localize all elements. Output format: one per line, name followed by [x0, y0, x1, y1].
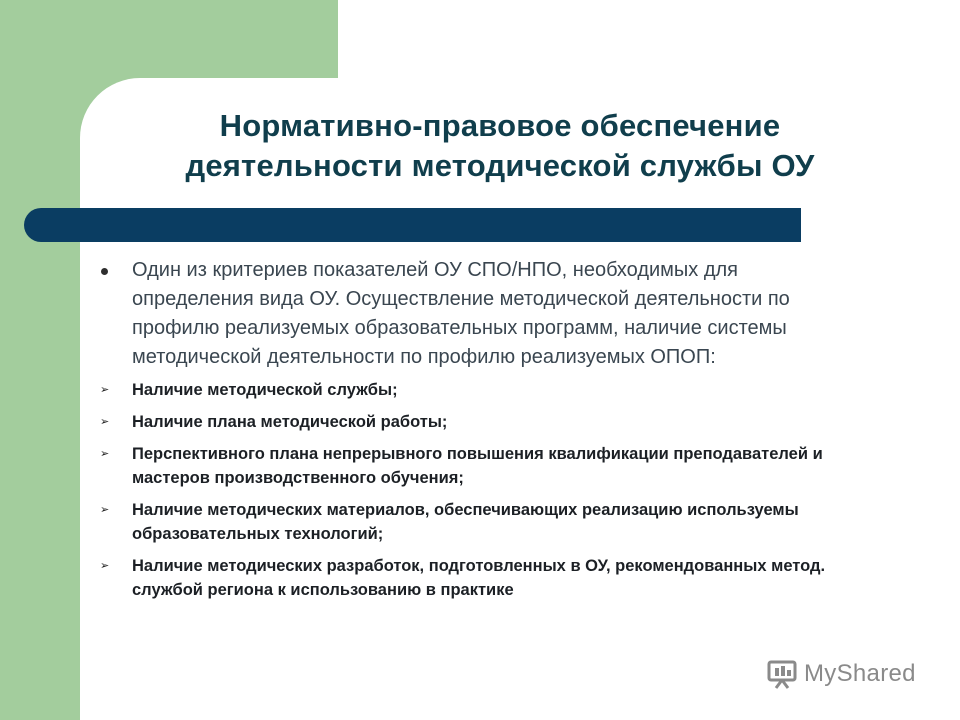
sub-bullet-item [100, 498, 840, 546]
title-divider-bar [24, 208, 801, 242]
sub-bullet-text: Наличие методических разработок, подготовленных в ОУ, рекомендованных метод. службой региона к использованию в практике [132, 557, 826, 599]
sub-bullet-text: Наличие плана методической работы; [132, 413, 448, 431]
myshared-watermark[interactable] [766, 656, 916, 692]
main-bullet [100, 256, 840, 372]
sub-bullet-text: Наличие методических материалов, обеспечивающих реализацию используемы образовательных технологий; [132, 501, 799, 543]
arrow-bullet-icon: ➢ [100, 384, 110, 396]
slide-title-line-1: Нормативно-правовое обеспечение [219, 108, 781, 143]
sub-bullet-item [100, 378, 840, 402]
slide-title [100, 106, 900, 186]
slide-title-line-2: деятельности методической службы ОУ [185, 148, 815, 183]
arrow-bullet-icon: ➢ [100, 416, 110, 428]
arrow-bullet-icon: ➢ [100, 504, 110, 516]
sub-bullet-item [100, 442, 840, 490]
slide-body [100, 256, 840, 610]
sub-bullet-text: Наличие методической службы; [132, 381, 398, 399]
arrow-bullet-icon: ➢ [100, 448, 110, 460]
sub-bullet-item [100, 554, 840, 602]
watermark-text: MyShared [804, 660, 916, 687]
sub-bullet-list [100, 378, 840, 602]
presentation-board-icon [766, 658, 798, 690]
sub-bullet-text: Перспективного плана непрерывного повышения квалификации преподавателей и мастеров производственного обучения; [132, 445, 823, 487]
main-bullet-text: Один из критериев показателей ОУ СПО/НПО, необходимых для определения вида ОУ. Осуществление методической деятельности по профилю реализуемых образовательных программ, наличие системы методической деятельности по профилю реализуемых ОПОП: [132, 259, 790, 368]
bullet-dot-icon [101, 268, 108, 275]
arrow-bullet-icon: ➢ [100, 560, 110, 572]
sub-bullet-item [100, 410, 840, 434]
